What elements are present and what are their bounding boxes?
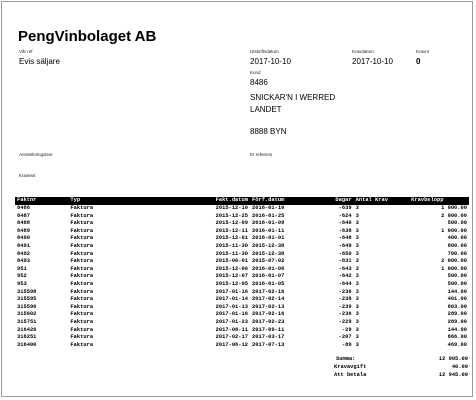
kravnr-value: 0	[416, 57, 421, 66]
cell-faktnr: 8489	[17, 227, 30, 234]
cell-fakt-datum: 2017-01-13	[215, 303, 248, 310]
cell-typ: Faktura	[70, 212, 94, 219]
cell-typ: Faktura	[70, 341, 94, 348]
kund-name-line-1: SNICKAR'N I WERRED	[250, 93, 336, 102]
cell-kravbelopp: 1 000.00	[441, 205, 467, 211]
cell-faktnr: 8486	[17, 205, 30, 211]
cell-fakt-datum: 2017-06-12	[215, 341, 248, 348]
cell-forf-datum: 2017-02-16	[252, 311, 285, 318]
col-header-dagar: Dagar	[309, 197, 354, 205]
cell-faktnr: 8488	[17, 220, 30, 227]
cell-kravbelopp: 400.00	[447, 235, 467, 242]
table-row	[15, 311, 469, 319]
cell-faktnr: 316400	[17, 341, 37, 348]
kravdatum-value: 2017-10-10	[352, 57, 393, 66]
cell-fakt-datum: 2015-12-25	[215, 212, 248, 219]
table-row	[15, 289, 469, 297]
cell-antal-krav: 3	[355, 334, 359, 341]
cell-faktnr: 952	[17, 273, 27, 280]
cell-kravbelopp: 700.00	[447, 250, 467, 257]
table-row	[15, 273, 469, 281]
cell-antal-krav: 3	[355, 273, 359, 280]
cell-dagar: -236	[338, 311, 352, 318]
cell-kravbelopp: 1 000.00	[441, 265, 467, 272]
cell-forf-datum: 2017-02-14	[252, 296, 285, 303]
cell-antal-krav: 3	[355, 242, 359, 249]
cell-kravbelopp: 289.00	[447, 318, 467, 325]
cell-kravbelopp: 144.00	[447, 326, 467, 333]
cell-fakt-datum: 2015-12-11	[215, 227, 248, 234]
cell-dagar: -639	[338, 205, 352, 211]
table-row	[15, 205, 469, 213]
cell-faktnr: 315602	[17, 311, 37, 318]
col-header-faktnr: Faktnr	[15, 197, 68, 205]
anmarkning-label: Anmärkningstext	[19, 152, 53, 157]
var-ref-label: Vår ref	[19, 49, 33, 54]
table-row	[15, 342, 469, 350]
cell-faktnr: 315751	[17, 318, 37, 325]
cell-typ: Faktura	[70, 205, 94, 211]
cell-dagar: -238	[338, 296, 352, 303]
table-row	[15, 243, 469, 251]
cell-fakt-datum: 2015-12-09	[215, 220, 248, 227]
summa-label: Summa:	[336, 356, 356, 362]
cell-antal-krav: 3	[355, 227, 359, 234]
cell-typ: Faktura	[70, 280, 94, 287]
cell-typ: Faktura	[70, 318, 94, 325]
col-header-forf-datum: Förf.datum	[250, 197, 309, 205]
cell-dagar: -229	[338, 318, 352, 325]
cell-antal-krav: 3	[355, 326, 359, 333]
cell-antal-krav: 3	[355, 250, 359, 257]
cell-forf-datum: 2017-09-11	[252, 326, 285, 333]
cell-dagar: -207	[338, 334, 352, 341]
var-ref-value: Evis säljare	[19, 57, 60, 66]
table-row	[15, 319, 469, 327]
cell-forf-datum: 2017-07-13	[252, 341, 285, 348]
cell-faktnr: 315595	[17, 296, 37, 303]
cell-typ: Faktura	[70, 265, 94, 272]
summa-value: 12 905.00	[438, 356, 468, 362]
kravdatum-label: Kravdatum	[352, 49, 374, 54]
cell-antal-krav: 3	[355, 341, 359, 348]
cell-dagar: -650	[338, 250, 352, 257]
cell-faktnr: 8491	[17, 242, 30, 249]
kravnr-label: Kravnr	[416, 49, 430, 54]
cell-fakt-datum: 2015-12-05	[215, 280, 248, 287]
cell-antal-krav: 3	[355, 212, 359, 219]
cell-antal-krav: 3	[355, 288, 359, 295]
cell-kravbelopp: 800.00	[447, 242, 467, 249]
cell-fakt-datum: 2017-01-16	[215, 311, 248, 318]
cell-fakt-datum: 2015-12-07	[215, 273, 248, 280]
cell-forf-datum: 2015-12-30	[252, 242, 285, 249]
cell-typ: Faktura	[70, 258, 94, 265]
cell-dagar: -640	[338, 220, 352, 227]
cell-forf-datum: 2016-01-05	[252, 280, 285, 287]
cell-antal-krav: 3	[355, 220, 359, 227]
cell-faktnr: 316251	[17, 334, 37, 341]
cell-typ: Faktura	[70, 326, 94, 333]
cell-forf-datum: 2017-02-13	[252, 303, 285, 310]
cell-forf-datum: 2017-02-23	[252, 318, 285, 325]
kund-name-line-2: LANDET	[250, 105, 282, 114]
cell-kravbelopp: 2 000.00	[441, 258, 467, 265]
cell-dagar: -89	[341, 341, 352, 348]
cell-fakt-datum: 2015-12-01	[215, 235, 248, 242]
cell-typ: Faktura	[70, 242, 94, 249]
col-header-fakt-datum: Fakt.datum	[194, 197, 250, 205]
cell-typ: Faktura	[70, 250, 94, 257]
cell-typ: Faktura	[70, 220, 94, 227]
table-header-row	[15, 197, 469, 205]
kund-number: 8486	[250, 78, 268, 87]
table-row	[15, 304, 469, 312]
cell-antal-krav: 3	[355, 318, 359, 325]
cell-kravbelopp: 401.00	[447, 296, 467, 303]
invoice-table	[15, 197, 469, 349]
cell-forf-datum: 2016-01-06	[252, 265, 285, 272]
cell-antal-krav: 3	[355, 280, 359, 287]
cell-kravbelopp: 289.00	[447, 311, 467, 318]
cell-typ: Faktura	[70, 235, 94, 242]
cell-fakt-datum: 2017-01-14	[215, 296, 248, 303]
cell-typ: Faktura	[70, 227, 94, 234]
table-row	[15, 228, 469, 236]
utskrift-label: Utskriftsdatum	[250, 49, 279, 54]
att-betala-value: 12 945.00	[438, 372, 468, 378]
cell-kravbelopp: 500.00	[447, 280, 467, 287]
cell-fakt-datum: 2017-01-23	[215, 318, 248, 325]
cell-dagar: -239	[338, 303, 352, 310]
cell-kravbelopp: 803.00	[447, 303, 467, 310]
cell-antal-krav: 3	[355, 205, 359, 211]
kund-city: 8888 BYN	[250, 127, 287, 136]
cell-forf-datum: 2017-02-16	[252, 288, 285, 295]
cell-antal-krav: 3	[355, 265, 359, 272]
cell-faktnr: 8487	[17, 212, 30, 219]
cell-dagar: -644	[338, 280, 352, 287]
cell-fakt-datum: 2015-12-06	[215, 265, 248, 272]
cell-forf-datum: 2016-01-11	[252, 227, 285, 234]
cell-kravbelopp: 2 000.00	[441, 212, 467, 219]
kravtext-label: Kravtext	[19, 173, 36, 178]
table-row	[15, 327, 469, 335]
cell-antal-krav: 3	[355, 303, 359, 310]
cell-typ: Faktura	[70, 273, 94, 280]
er-referens-label: Er referens	[250, 152, 273, 157]
cell-faktnr: 315596	[17, 303, 37, 310]
col-header-typ: Typ	[68, 197, 194, 205]
cell-typ: Faktura	[70, 288, 94, 295]
cell-faktnr: 8493	[17, 258, 30, 265]
cell-forf-datum: 2016-01-10	[252, 205, 285, 211]
cell-fakt-datum: 2015-11-30	[215, 250, 248, 257]
cell-antal-krav: 3	[355, 311, 359, 318]
kravavgift-label: Kravavgift	[334, 364, 367, 370]
cell-faktnr: 316426	[17, 326, 37, 333]
cell-forf-datum: 2016-01-01	[252, 235, 285, 242]
company-name: PengVinbolaget AB	[18, 28, 157, 45]
utskrift-value: 2017-10-10	[250, 57, 291, 66]
table-row	[15, 334, 469, 342]
cell-typ: Faktura	[70, 296, 94, 303]
cell-faktnr: 8490	[17, 235, 30, 242]
cell-forf-datum: 2016-01-25	[252, 212, 285, 219]
cell-forf-datum: 2017-03-17	[252, 334, 285, 341]
cell-dagar: -649	[338, 242, 352, 249]
cell-antal-krav: 3	[355, 235, 359, 242]
cell-dagar: -236	[338, 288, 352, 295]
cell-faktnr: 315598	[17, 288, 37, 295]
cell-dagar: -638	[338, 227, 352, 234]
cell-faktnr: 951	[17, 265, 27, 272]
cell-dagar: -29	[341, 326, 352, 333]
cell-fakt-datum: 2017-08-11	[215, 326, 248, 333]
table-row	[15, 258, 469, 266]
kund-label: Kund	[250, 70, 261, 75]
cell-dagar: -642	[338, 273, 352, 280]
cell-kravbelopp: 866.00	[447, 334, 467, 341]
cell-fakt-datum: 2015-06-01	[215, 258, 248, 265]
cell-fakt-datum: 2017-01-16	[215, 288, 248, 295]
col-header-kravbelopp: Kravbelopp	[409, 197, 469, 205]
cell-forf-datum: 2016-01-07	[252, 273, 285, 280]
cell-dagar: -624	[338, 212, 352, 219]
cell-typ: Faktura	[70, 334, 94, 341]
table-row	[15, 266, 469, 274]
cell-kravbelopp: 500.00	[447, 273, 467, 280]
cell-typ: Faktura	[70, 311, 94, 318]
col-header-antal-krav: Antal Krav	[354, 197, 410, 205]
cell-kravbelopp: 500.00	[447, 220, 467, 227]
cell-kravbelopp: 144.00	[447, 288, 467, 295]
cell-typ: Faktura	[70, 303, 94, 310]
cell-forf-datum: 2015-07-02	[252, 258, 285, 265]
att-betala-label: Att betala	[334, 372, 367, 378]
table-row	[15, 296, 469, 304]
kravavgift-value: 40.00	[451, 364, 468, 370]
cell-fakt-datum: 2015-11-30	[215, 242, 248, 249]
cell-dagar: -831	[338, 258, 352, 265]
cell-fakt-datum: 2015-12-10	[215, 205, 248, 211]
table-row	[15, 281, 469, 289]
cell-forf-datum: 2016-01-09	[252, 220, 285, 227]
table-row	[15, 251, 469, 259]
table-row	[15, 235, 469, 243]
cell-faktnr: 953	[17, 280, 27, 287]
cell-faktnr: 8492	[17, 250, 30, 257]
cell-kravbelopp: 1 000.00	[441, 227, 467, 234]
cell-dagar: -648	[338, 235, 352, 242]
cell-kravbelopp: 469.00	[447, 341, 467, 348]
cell-dagar: -643	[338, 265, 352, 272]
cell-fakt-datum: 2017-02-17	[215, 334, 248, 341]
table-row	[15, 220, 469, 228]
cell-antal-krav: 3	[355, 258, 359, 265]
cell-forf-datum: 2015-12-30	[252, 250, 285, 257]
table-row	[15, 213, 469, 221]
cell-antal-krav: 3	[355, 296, 359, 303]
